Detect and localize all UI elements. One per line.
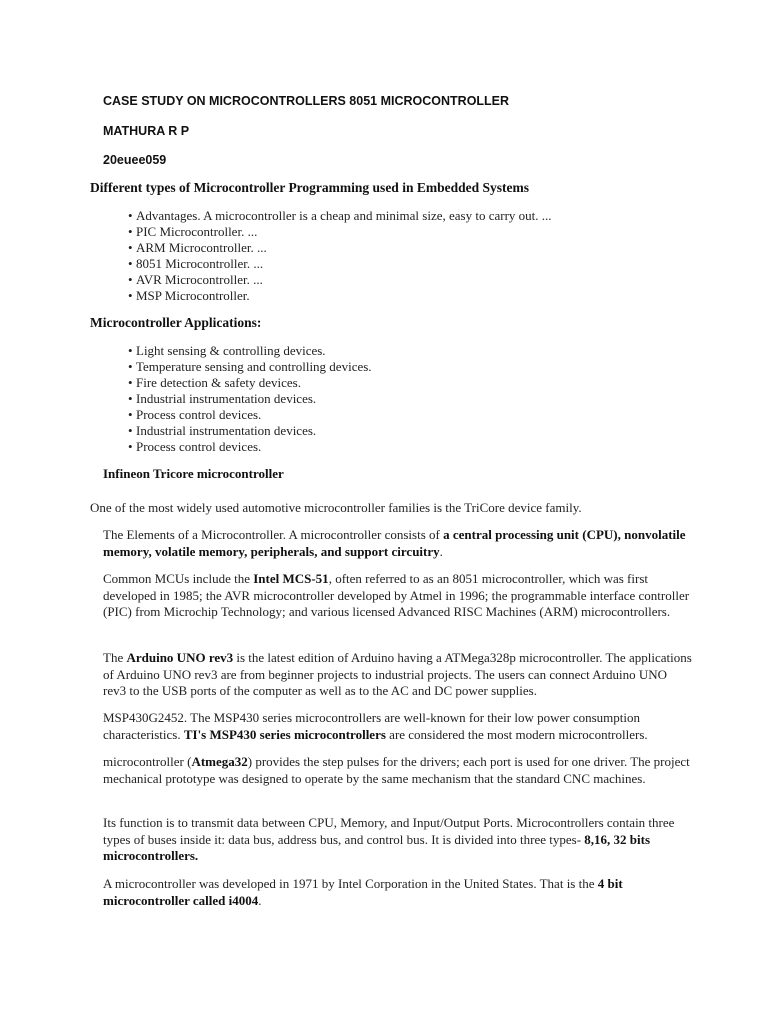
document-title: CASE STUDY ON MICROCONTROLLERS 8051 MICROCONTROLLER bbox=[103, 94, 510, 108]
paragraph-buses: Its function is to transmit data between CPU, Memory, and Input/Output Ports. Microcontrollers contain three types of buses inside it: data bus, address bus, and control bus. It is divided into three types- 8,16, 32 bits microcontrollers. bbox=[103, 815, 675, 863]
paragraph-arduino: The Arduino UNO rev3 is the latest edition of Arduino having a ATMega328p microcontroller. The applications of Arduino UNO rev3 are from beginner projects to industrial projects. The users can connect Arduino UNO rev3 to the USB ports of the computer as well as to the AC and DC power supplies. bbox=[103, 650, 692, 698]
paragraph-atmega32: microcontroller (Atmega32) provides the step pulses for the drivers; each port is used for one driver. The project mechanical prototype was designed to operate by the same mechanism that the standard CNC machines. bbox=[103, 754, 690, 786]
list-item: • Advantages. A microcontroller is a cheap and minimal size, easy to carry out. ... bbox=[128, 208, 552, 224]
section-heading-programming: Different types of Microcontroller Programming used in Embedded Systems bbox=[90, 180, 529, 195]
paragraph-i4004: A microcontroller was developed in 1971 by Intel Corporation in the United States. That is the 4 bit microcontroller called i4004. bbox=[103, 876, 623, 908]
paragraph-msp430: MSP430G2452. The MSP430 series microcontrollers are well-known for their low power consumption characteristics. TI's MSP430 series microcontrollers are considered the most modern microcontrollers. bbox=[103, 710, 648, 742]
programming-list bbox=[128, 208, 552, 304]
paragraph-tricore: One of the most widely used automotive microcontroller families is the TriCore device family. bbox=[90, 500, 582, 515]
list-item: • AVR Microcontroller. ... bbox=[128, 272, 552, 288]
paragraph-common-mcus: Common MCUs include the Intel MCS-51, often referred to as an 8051 microcontroller, which was first developed in 1985; the AVR microcontroller developed by Atmel in 1996; the programmable interface controller (PIC) from Microchip Technology; and various licensed Advanced RISC Machines (ARM) microcontrollers. bbox=[103, 571, 690, 619]
applications-list bbox=[128, 343, 372, 455]
list-item: • Temperature sensing and controlling devices. bbox=[128, 359, 372, 375]
list-item: • Industrial instrumentation devices. bbox=[128, 423, 372, 439]
list-item: • Process control devices. bbox=[128, 407, 372, 423]
section-heading-tricore: Infineon Tricore microcontroller bbox=[103, 466, 284, 481]
list-item: • Process control devices. bbox=[128, 439, 372, 455]
list-item: • 8051 Microcontroller. ... bbox=[128, 256, 552, 272]
list-item: • Industrial instrumentation devices. bbox=[128, 391, 372, 407]
list-item: • MSP Microcontroller. bbox=[128, 288, 552, 304]
list-item: • PIC Microcontroller. ... bbox=[128, 224, 552, 240]
paragraph-elements: The Elements of a Microcontroller. A microcontroller consists of a central processing unit (CPU), nonvolatile memory, volatile memory, peripherals, and support circuitry. bbox=[103, 527, 686, 559]
list-item: • ARM Microcontroller. ... bbox=[128, 240, 552, 256]
author-name: MATHURA R P bbox=[103, 124, 190, 138]
list-item: • Light sensing & controlling devices. bbox=[128, 343, 372, 359]
section-heading-applications: Microcontroller Applications: bbox=[90, 315, 262, 330]
roll-number: 20euee059 bbox=[103, 153, 167, 167]
list-item: • Fire detection & safety devices. bbox=[128, 375, 372, 391]
